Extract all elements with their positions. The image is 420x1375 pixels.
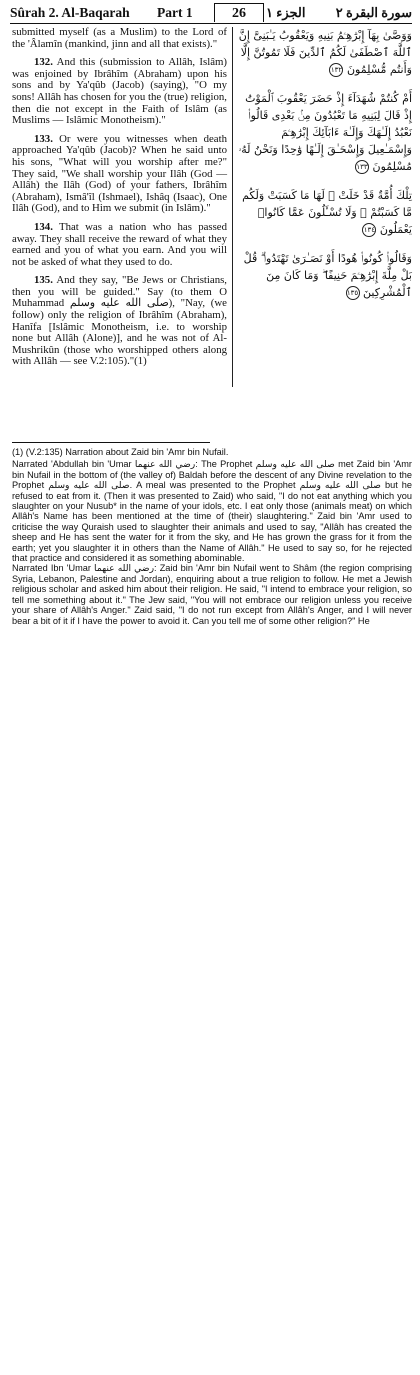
header-rule <box>10 23 412 24</box>
verse-text: submitted myself (as a Muslim) to the Lord of the 'Âlamîn (mankind, jinn and all that exists)." <box>12 26 227 50</box>
arabic-verse-text: وَقَالُوا۟ كُونُوا۟ هُودًا أَوْ نَصَـٰرَىٰ تَهْتَدُوا۟ ۗ قُلْ بَلْ مِلَّةَ إِبْرَٰهِـۧمَ حَنِيفًا ۖ وَمَا كَانَ مِنَ ٱلْمُشْرِكِينَ <box>243 252 412 299</box>
arabic-verse-133 <box>238 90 412 175</box>
juz-label-arabic: الجزء ١ <box>266 5 306 20</box>
verse-number: 132. <box>34 56 53 69</box>
ayah-number-marker: ١٣٤ <box>362 223 376 237</box>
verse-text: And this (submission to Allâh, Islâm) was enjoined by Ibrâhîm (Abraham) upon his sons and by Ya'qûb (Jacob) (saying), "O my sons! Allâh has chosen for you the (true) religion, then die not except in the Faith of Islâm (as Muslims — Islâmic Monotheism)." <box>12 56 227 127</box>
surah-title-english: Sûrah 2. Al-Baqarah <box>10 5 130 20</box>
verse-132 <box>12 57 227 127</box>
surah-title-arabic: سورة البقرة ٢ <box>335 5 412 20</box>
footnote-rule <box>12 442 210 443</box>
footnotes <box>12 447 412 626</box>
verse-133 <box>12 134 227 215</box>
arabic-verse-132 <box>238 27 412 78</box>
verse-continuation <box>12 27 227 50</box>
ayah-number-marker: ١٣٥ <box>346 286 360 300</box>
verse-text: Or were you witnesses when death approached Ya'qûb (Jacob)? When he said unto his sons, "What will you worship after me?" They said, "We shall worship your Ilâh (God — Allâh) the Ilâh (God) of your fathers, Ibrâhîm (Abraham), Ismâ'îl (Ishmael), Ishâq (Isaac), One Ilâh (God), and to Him we submit (in Islâm)." <box>12 132 227 215</box>
arabic-verse-134 <box>238 187 412 238</box>
verse-number: 134. <box>34 220 53 233</box>
part-label: Part 1 <box>157 5 193 20</box>
verse-text: And they say, "Be Jews or Christians, then you will be guided." Say (to them O Muhammad صلى الله عليه وسلم), "Nay, (we follow) only the religion of Ibrâhîm (Abraham), Hanîfa [Islâmic Monotheism, i.e. to worship none but Allâh (Alone)], and he was not of Al-Mushrikûn (those who worshipped others along with Allâh — see V.2:105)."(1) <box>12 274 227 368</box>
verse-text: That was a nation who has passed away. They shall receive the reward of what they earned and you of what you earn. And you will not be asked of what they used to do. <box>12 220 227 268</box>
arabic-verse-text: تِلْكَ أُمَّةٌ قَدْ خَلَتْ ۖ لَهَا مَا كَسَبَتْ وَلَكُم مَّا كَسَبْتُمْ ۖ وَلَا تُسْـَٔلُونَ عَمَّا كَانُوا۟ يَعْمَلُونَ <box>242 189 412 236</box>
verse-number: 133. <box>34 132 53 145</box>
verse-135 <box>12 275 227 368</box>
page-header <box>10 3 412 25</box>
verse-134 <box>12 222 227 268</box>
english-translation-column <box>12 27 227 375</box>
footnote-paragraph: Narrated 'Abdullah bin 'Umar رضي الله عنهما: The Prophet صلى الله عليه وسلم met Zaid bin 'Amr bin Nufail in the bottom of (the valley of) Baldah before the descent of any Divine revelation to the Prophet صلى الله عليه وسلم. A meal was presented to the Prophet صلى الله عليه وسلم but he refused to eat from it. (Then it was presented to Zaid) who said, "I do not eat anything which you slaughter on your Nusub* in the name of your idols, etc. I eat only those (animals meat) on which Allâh's Name has been mentioned at the time of (their) slaughtering." Zaid bin 'Amr used to criticise the way Quraish used to slaughter their animals and used to say, "Allâh has created the sheep and He has sent the water for it from the sky, and He has grown the grass for it from the earth; yet you slaughter it in others than the Name of Allâh." He used to say so, for he rejected that practice and considered it as something abominable. <box>12 459 412 564</box>
page-number: 26 <box>214 3 264 22</box>
column-divider <box>232 27 233 387</box>
arabic-verse-135 <box>238 250 412 301</box>
arabic-text-column <box>238 27 412 313</box>
arabic-verse-text: وَوَصَّىٰ بِهَآ إِبْرَٰهِـۧمُ بَنِيهِ وَيَعْقُوبُ يَـٰبَنِىَّ إِنَّ ٱللَّهَ ٱصْطَفَىٰ لَكُمُ ٱلدِّينَ فَلَا تَمُوتُنَّ إِلَّا وَأَنتُم مُّسْلِمُونَ <box>238 29 412 76</box>
footnote-title: (1) (V.2:135) Narration about Zaid bin 'Amr bin Nufail. <box>12 447 229 457</box>
arabic-verse-text: أَمْ كُنتُمْ شُهَدَآءَ إِذْ حَضَرَ يَعْقُوبَ ٱلْمَوْتُ إِذْ قَالَ لِبَنِيهِ مَا تَعْبُدُونَ مِنۢ بَعْدِى قَالُوا۟ نَعْبُدُ إِلَـٰهَكَ وَإِلَـٰهَ ءَابَآئِكَ إِبْرَٰهِـۧمَ وَإِسْمَـٰعِيلَ وَإِسْحَـٰقَ إِلَـٰهًا وَٰحِدًا وَنَحْنُ لَهُۥ مُسْلِمُونَ <box>238 92 412 173</box>
verse-number: 135. <box>34 274 53 287</box>
footnote-paragraph: Narrated Ibn 'Umar رضي الله عنهما: Zaid bin 'Amr bin Nufail went to Shâm (the region comprising Syria, Lebanon, Palestine and Jordan), enquiring about a true religion to follow. He met a Jewish religious scholar and asked him about their religion. He said, "I intend to embrace your religion, so tell me something about it." The Jew said, "You will not embrace our religion unless you receive your share of Allâh's Anger." Zaid said, "I do not run except from Allâh's Anger, and I will never bear a bit of it if I have the power to avoid it. Can you tell me of some other religion?" He <box>12 563 413 626</box>
ayah-number-marker: ١٣٣ <box>355 160 369 174</box>
ayah-number-marker: ١٣٢ <box>329 63 343 77</box>
